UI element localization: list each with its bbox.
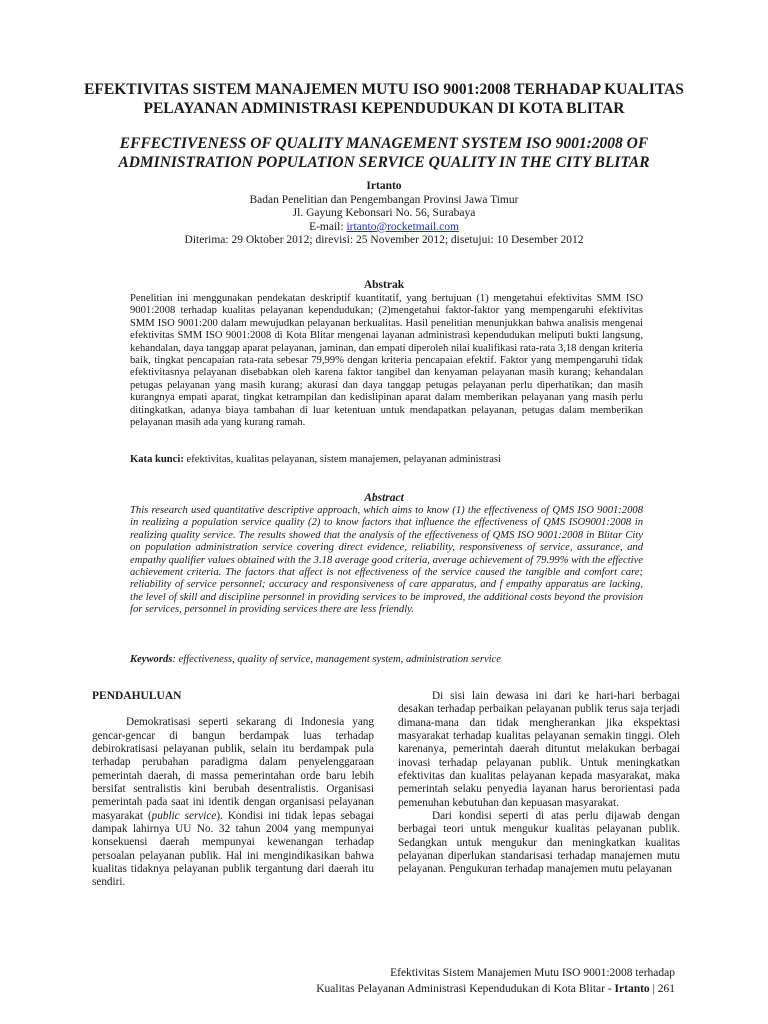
keywords-en: [130, 654, 643, 666]
author-address: Jl. Gayung Kebonsari No. 56, Surabaya: [292, 207, 476, 220]
title-indonesian: EFEKTIVITAS SISTEM MANAJEMEN MUTU ISO 9001:2008 TERHADAP KUALITAS PELAYANAN ADMINISTRASI KEPENDUDUKAN DI KOTA BLITAR: [84, 81, 684, 117]
right-paragraph-1: Di sisi lain dewasa ini dari ke hari-hari berbagai desakan terhadap perbaikan pelayanan publik terus saja terjadi dimana-mana dan tidak mengherankan jika ekspektasi masyarakat terhadap kualitas pelayanan semakin tinggi. Oleh karenanya, pemerintah daerah dituntut melakukan berbagai inovasi terhadap pelayanan publik. Untuk meningkatkan efektivitas dan kualitas pelayanan kepada masyarakat, maka pemerintah selaku penyedia layanan harus berorientasi pada pemenuhan kebutuhan dan kepuasan masyarakat.: [398, 690, 680, 809]
section-title: PENDAHULUAN: [92, 690, 182, 702]
left-paragraph-1-italic: public service: [151, 809, 217, 822]
submission-dates: Diterima: 29 Oktober 2012; direvisi: 25 November 2012; disetujui: 10 Desember 2012: [184, 234, 584, 247]
email-label: E-mail:: [309, 220, 344, 233]
abstract-id-heading: Abstrak: [363, 279, 405, 291]
footer-line-2: [316, 982, 675, 998]
abstract-en-heading: Abstract: [364, 492, 404, 504]
author-email-line: [60, 221, 708, 235]
keywords-en-values: : effectiveness, quality of service, management system, administration service: [172, 654, 501, 665]
keywords-id-values: efektivitas, kualitas pelayanan, sistem manajemen, pelayanan administrasi: [186, 454, 501, 465]
author-block: [60, 180, 708, 248]
keywords-en-label: Keywords: [130, 654, 173, 665]
author-name: Irtanto: [366, 180, 402, 192]
right-paragraph-2: Dari kondisi seperti di atas perlu dijawab dengan berbagai teori untuk mengukur kualitas pelayanan publik. Sedangkan untuk mengukur dan meningkatkan kualitas pelayanan diperlukan standarisasi terhadap manajemen mutu pelayanan. Pengukuran terhadap manajemen mutu pelayanan: [398, 810, 680, 876]
footer-line-1: Efektivitas Sistem Manajemen Mutu ISO 9001:2008 terhadap: [390, 967, 675, 979]
footer-author: Irtanto: [614, 982, 650, 995]
body-column-left: [92, 690, 374, 890]
footer-page-number: | 261: [649, 982, 675, 995]
left-paragraph-1-end: ). Kondisi ini tidak lepas sebagai dampak lahirnya UU No. 32 tahun 2004 yang mempunyai konsekuensi daerah mempunyai kewenangan terhadap persoalan pelayanan publik. Hal ini mengindikasikan bahwa kualitas tidaknya pelayanan publik tergantung dari daerah itu sendiri.: [92, 809, 374, 889]
abstract-id-text: Penelitian ini menggunakan pendekatan deskriptif kuantitatif, yang bertujuan (1) mengetahui efektivitas SMM ISO 9001:2008 terhadap kualitas pelayanan kependudukan; (2)mengetahui faktor-faktor yang mempengaruhi efektivitas SMM ISO 9001:200 dalam mewujudkan pelayanan berkualitas. Hasil penelitian menunjukkan bahwa analisis mengenai efektivitas SMM ISO 9001:2008 di Kota Blitar mengenai layanan administrasi kependudukan meliputi bukti langsung, kehandalan, daya tanggap aparat pelayanan, jaminan, dan empati diperoleh nilai kualifikasi rata-rata 3,18 dengan kriteria baik, tingkat pencapaian rata-rata sebesar 79,99% dengan kriteria pencapaian efektif. Faktor yang mempengaruhi tidak efektivitasnya pelayanan disebabkan oleh karena faktor tangibel dan kenyaman pelayanan masih kurang; kehandalan petugas pelayanan yang masih kurang; akurasi dan daya tanggap petugas pelayanan perlu diperhatikan; dan masih kurangnya empati aparat, tingkat ketrampilan dan kedislipinan aparat dalam memberikan pelayanan yang masih perlu ditingkatkan, adanya biaya tambahan di luar ketentuan untuk mendapatkan pelayanan, petugas dalam memberikan pelayanan masih ada yang kurang ramah.: [130, 293, 643, 429]
author-institution: Badan Penelitian dan Pengembangan Provinsi Jawa Timur: [249, 193, 519, 206]
keywords-id-label: Kata kunci:: [130, 454, 184, 465]
keywords-id: [130, 454, 643, 466]
left-paragraph-1-start: Demokratisasi seperti sekarang di Indonesia yang gencar-gencar di bangun berdampak luas terhadap debirokratisasi pelayanan publik, selain itu berdampak pula terhadap perubahan paradigma dalam penyelenggaraan pemerintah daerah, di massa pemerintahan orde baru lebih bersifat sentralistis kini berubah desentralistis. Organisasi pemerintah pada saat ini identik dengan organisasi pelayanan masyarakat (: [92, 716, 374, 822]
footer-line-2-text: Kualitas Pelayanan Administrasi Kependudukan di Kota Blitar -: [316, 982, 615, 995]
left-paragraph-1: [92, 716, 374, 889]
page-footer: [316, 966, 675, 997]
email-link[interactable]: irtanto@rocketmail.com: [346, 220, 459, 233]
abstract-en-text: This research used quantitative descriptive approach, which aims to know (1) the effectiveness of QMS ISO 9001:2008 in realizing a population service quality (2) to know factors that influence the effectiveness of QMS ISO9001:2008 in realizing quality service. The results showed that the analysis of the effectiveness of QMS ISO 9001:2008 in Blitar City on population administration service covering direct evidence, reliability, responsiveness of service, assurance, and empathy qualifier values obtained with the 3.18 average good criteria, average achievement of 79.99% with the effective achievement criteria. The factors that affect is not effectiveness of the service caused the tangible and comfort care; reliability of service personnel; accuracy and responsiveness of care apparatus, and f empathy apparatus are lacking, the level of skill and discipline personnel in providing services to be improved, the additional costs beyond the provision for services, personnel in providing services there are less friendly.: [130, 505, 643, 616]
body-column-right: [398, 690, 680, 877]
title-english: EFFECTIVENESS OF QUALITY MANAGEMENT SYSTEM ISO 9001:2008 OF ADMINISTRATION POPULATION SERVICE QUALITY IN THE CITY BLITAR: [118, 135, 650, 171]
